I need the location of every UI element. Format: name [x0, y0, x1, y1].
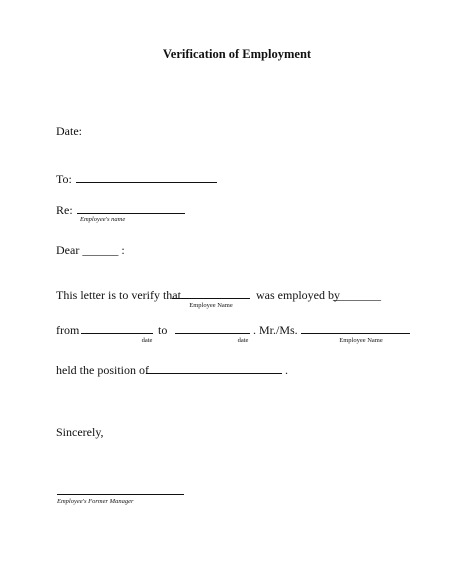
position-field[interactable]: [146, 373, 282, 374]
position-text: held the position of: [56, 363, 149, 377]
mr-ms-label: . Mr./Ms.: [253, 323, 298, 337]
to-word: to: [158, 323, 168, 337]
dear-colon: :: [121, 243, 125, 257]
end-date-caption: date: [237, 337, 249, 344]
re-label: Re:: [56, 203, 73, 217]
employee-name-field[interactable]: [77, 213, 185, 214]
start-date-caption: date: [141, 337, 153, 344]
dear-label: Dear: [56, 243, 80, 257]
verify-text: This letter is to verify that: [56, 288, 181, 302]
verify-employee-caption: Employee Name: [189, 302, 233, 309]
dear-blank[interactable]: ______: [82, 243, 119, 257]
signature-line[interactable]: [57, 494, 184, 495]
recipient-field[interactable]: [76, 182, 217, 183]
start-date-field[interactable]: [81, 333, 153, 334]
position-period: .: [285, 363, 288, 377]
employer-blank[interactable]: ________: [333, 288, 381, 302]
from-label: from: [56, 323, 80, 337]
end-date-field[interactable]: [175, 333, 250, 334]
employee-name-caption-2: Employee Name: [339, 337, 383, 344]
employee-name-caption: Employee's name: [80, 216, 126, 223]
salutation-dear: [56, 243, 125, 257]
date-label: Date:: [56, 124, 82, 138]
verify-employee-field[interactable]: [172, 298, 250, 299]
to-label: To:: [56, 172, 72, 186]
closing-text: Sincerely,: [56, 425, 104, 439]
document-title: Verification of Employment: [162, 47, 312, 61]
signature-caption: Employee's Former Manager: [57, 498, 134, 505]
employed-by-text: was employed by: [256, 288, 340, 302]
employee-name-field-2[interactable]: [301, 333, 410, 334]
